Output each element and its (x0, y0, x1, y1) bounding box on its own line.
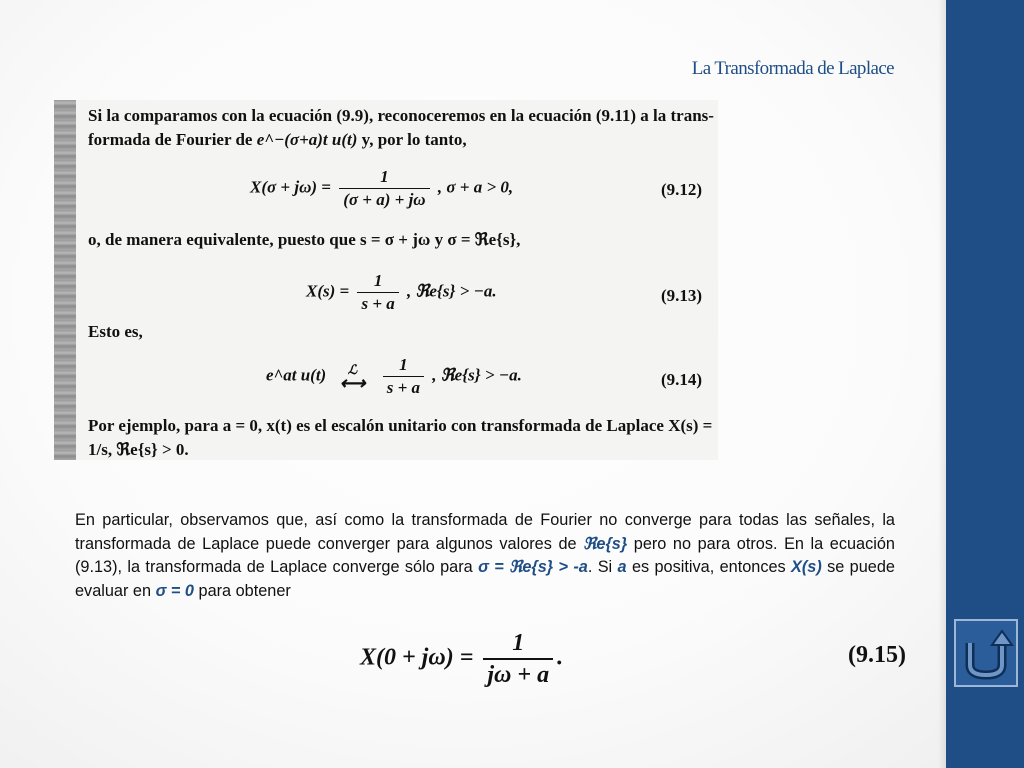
eq915-lhs: X(0 + jω) = (360, 644, 474, 671)
eq914-condition: , ℜe{s} > −a. (432, 365, 522, 385)
eq912-denominator: (σ + a) + jω (343, 190, 426, 209)
eq915-number: (9.15) (848, 642, 906, 668)
body-text-5: se puede evaluar en (75, 558, 895, 600)
scan-line-2 (88, 130, 467, 150)
body-text-6: para obtener (193, 581, 291, 600)
equation-9-15 (360, 622, 906, 692)
scan-line-3: o, de manera equivalente, puesto que s = σ + jω y σ = ℜe{s}, (88, 230, 521, 249)
scanned-text-image (54, 100, 718, 460)
eq915-numerator: 1 (483, 628, 553, 660)
body-highlight-a: a (617, 558, 627, 576)
body-text-3: . Si (587, 558, 618, 576)
eq912-numerator: 1 (339, 166, 429, 189)
body-highlight-xs: X(s) (791, 558, 822, 576)
eq912-lhs: X(σ + jω) = (250, 177, 331, 197)
eq912-fraction (339, 166, 429, 211)
eq915-period: . (557, 644, 564, 671)
eq913-fraction (357, 270, 398, 315)
scan-line-5: Por ejemplo, para a = 0, x(t) es el escalón unitario con transformada de Laplace X(s) = (88, 416, 713, 435)
slide-title: La Transformada de Laplace (691, 58, 894, 79)
equation-9-14 (266, 354, 522, 399)
body-text-2: pero no para otros. En la ecuación (9.13), la transformada de Laplace converge sólo para (75, 534, 895, 576)
body-text-4: es positiva, entonces (626, 558, 792, 576)
back-button[interactable] (954, 619, 1018, 687)
scan-line-2-suffix: y, por lo tanto, (357, 130, 467, 149)
scan-line-6: 1/s, ℜe{s} > 0. (88, 440, 189, 459)
eq913-condition: , ℜe{s} > −a. (407, 281, 497, 301)
eq915-expression (360, 628, 563, 690)
laplace-pair-arrow (330, 362, 374, 393)
body-highlight-sigma-condition: σ = ℜe{s} > -a (478, 558, 588, 576)
eq913-lhs: X(s) = (306, 281, 350, 301)
return-arrow-icon (956, 621, 1016, 685)
eq912-condition: , σ + a > 0, (437, 177, 514, 197)
body-highlight-sigma-zero: σ = 0 (155, 581, 194, 600)
eq913-denominator: s + a (361, 294, 395, 313)
scan-binding-strip (54, 100, 76, 460)
explanation-paragraph (75, 509, 895, 603)
eq912-number: (9.12) (661, 180, 703, 199)
scan-line-2-prefix: formada de Fourier de (88, 130, 257, 149)
eq913-number: (9.13) (661, 286, 703, 305)
eq915-denominator: jω + a (487, 662, 550, 688)
body-text-1: En particular, observamos que, así como la transformada de Fourier no converge para todas las señales, la transformada de Laplace puede converger para algunos valores de (75, 511, 895, 553)
eq914-number: (9.14) (661, 370, 703, 389)
laplace-script-l: ℒ (347, 362, 358, 377)
sidebar-shadow (938, 0, 946, 768)
body-highlight-re-s: ℜe{s} (583, 534, 628, 553)
scan-line-1: Si la comparamos con la ecuación (9.9), reconoceremos en la ecuación (9.11) a la trans- (88, 106, 714, 125)
equation-9-13 (306, 270, 497, 315)
eq914-numerator: 1 (383, 354, 424, 377)
eq914-lhs: e^at u(t) (266, 365, 327, 385)
eq913-numerator: 1 (357, 270, 398, 293)
double-arrow-icon: ⟷ (339, 373, 366, 393)
equation-9-12 (250, 166, 513, 211)
eq914-denominator: s + a (386, 378, 421, 397)
eq915-fraction (483, 628, 553, 690)
scan-line-2-expr: e^−(σ+a)t u(t) (256, 130, 358, 149)
scan-line-4: Esto es, (88, 322, 143, 341)
eq914-fraction (383, 354, 424, 399)
